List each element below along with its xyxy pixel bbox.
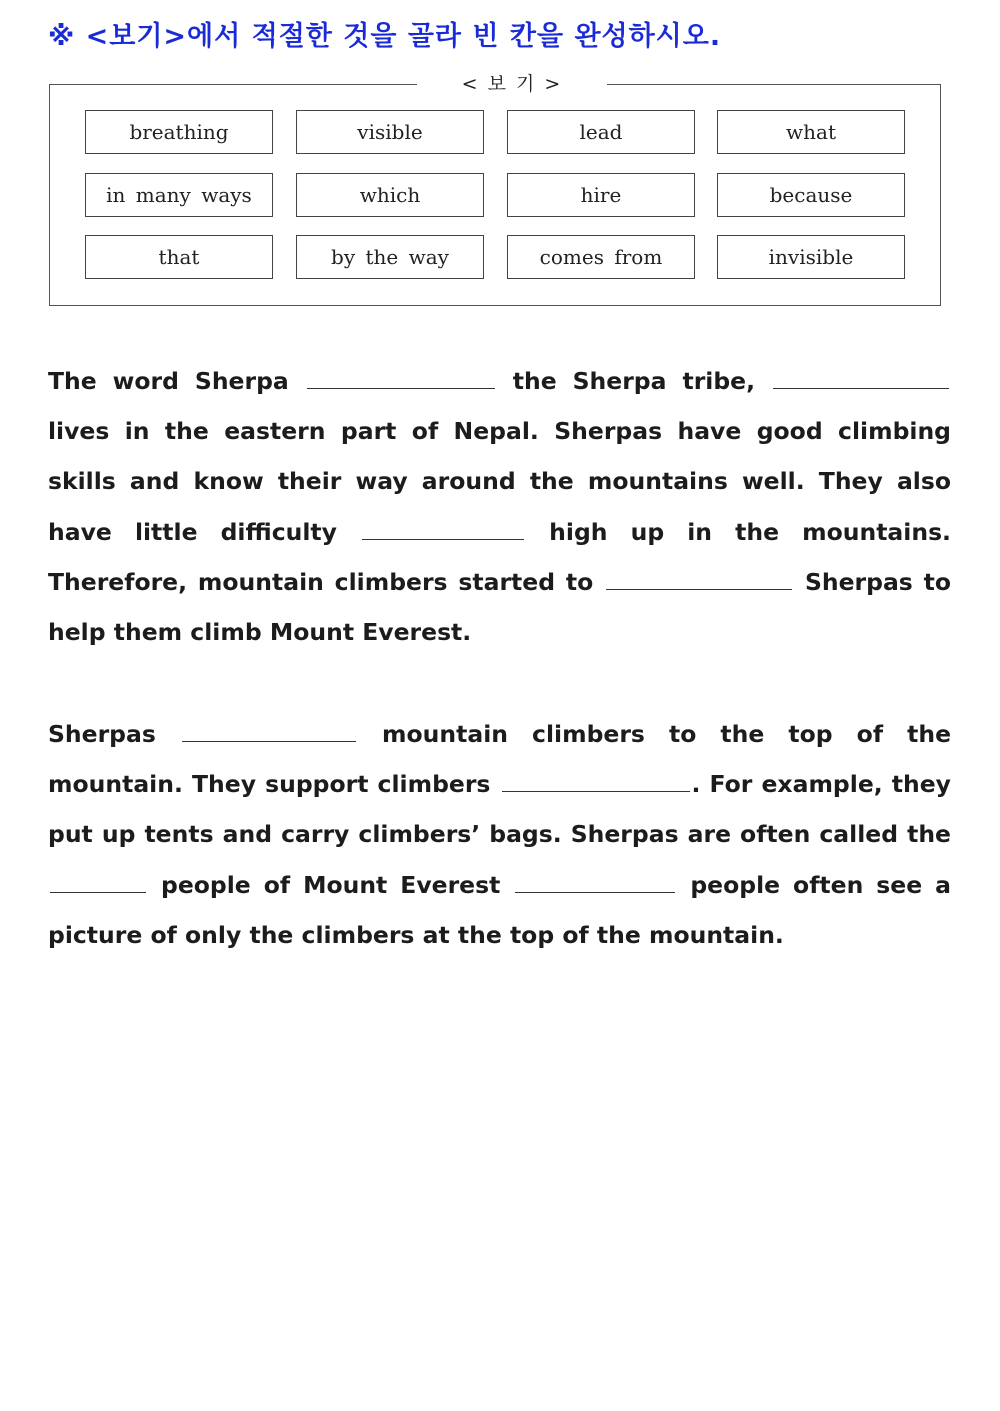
answer-blank[interactable]	[502, 771, 690, 792]
word-bank-title: < 보 기 >	[417, 70, 607, 98]
paragraph-text: . For example, they put up tents and carry climbers’ bags. Sherpas are often called the	[48, 770, 952, 849]
answer-blank[interactable]	[307, 368, 495, 389]
paragraph-text: people often see a picture of only the climbers at the top of the mountain.	[48, 870, 952, 949]
paragraph-text: The word Sherpa	[48, 367, 289, 395]
word-option[interactable]: because	[717, 173, 905, 217]
paragraph-1	[48, 356, 951, 657]
answer-blank[interactable]	[50, 872, 146, 893]
paragraph-2	[48, 709, 951, 960]
word-option[interactable]: hire	[507, 173, 695, 217]
word-option[interactable]: what	[717, 110, 905, 154]
paragraph-text: Sherpas to help them climb Mount Everest.	[48, 567, 951, 647]
paragraph-text: lives in the eastern part of Nepal. Sherpas have good climbing skills and know their way around the mountains well. They also have little difficulty	[48, 417, 951, 546]
word-option[interactable]: by the way	[296, 235, 484, 279]
word-option[interactable]: visible	[296, 110, 484, 154]
answer-blank[interactable]	[362, 519, 524, 540]
paragraph-text: high up in the mountains. Therefore, mountain climbers started to	[48, 517, 951, 596]
word-option[interactable]: which	[296, 173, 484, 217]
answer-blank[interactable]	[515, 872, 675, 893]
word-option[interactable]: lead	[507, 110, 695, 154]
paragraph-text: mountain climbers to the top of the mountain. They support climbers	[48, 720, 952, 799]
answer-blank[interactable]	[773, 368, 949, 389]
paragraph-text: Sherpas	[48, 720, 156, 748]
answer-blank[interactable]	[182, 721, 356, 742]
answer-blank[interactable]	[606, 569, 792, 590]
word-option[interactable]: breathing	[85, 110, 273, 154]
word-option[interactable]: in many ways	[85, 173, 273, 217]
word-option[interactable]: comes from	[507, 235, 695, 279]
word-option[interactable]: invisible	[717, 235, 905, 279]
paragraph-text: people of Mount Everest	[161, 870, 501, 899]
word-option[interactable]: that	[85, 235, 273, 279]
paragraph-text: the Sherpa tribe,	[512, 367, 756, 395]
instruction-heading: ※ <보기>에서 적절한 것을 골라 빈 칸을 완성하시오.	[48, 21, 722, 52]
